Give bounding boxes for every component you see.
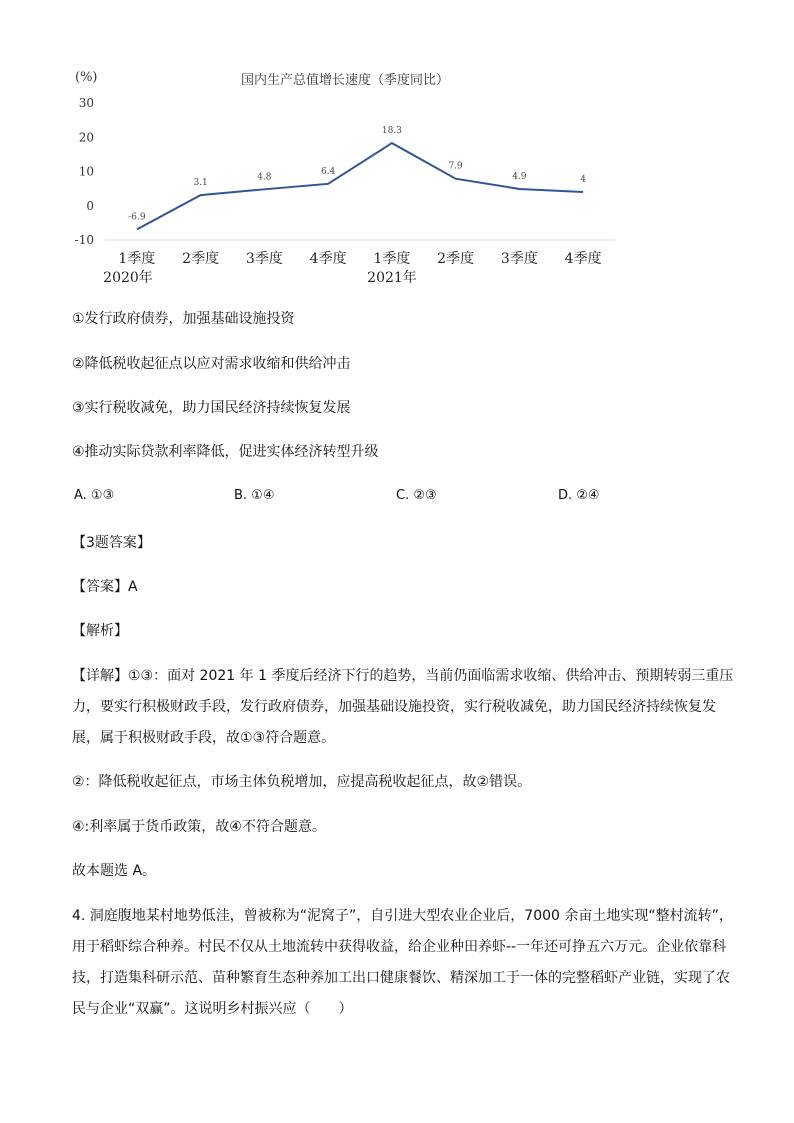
x-tick-label: 1季度	[118, 251, 156, 267]
year-label-2020: 2020年	[103, 270, 153, 286]
item-1: ①发行政府债券，加强基础设施投资	[72, 311, 295, 327]
data-label: 4.9	[512, 171, 527, 182]
option-c: C. ②③	[396, 488, 437, 503]
x-tick-label: 2季度	[182, 251, 220, 267]
analysis-header: 【解析】	[72, 623, 128, 639]
x-tick-label: 4季度	[309, 251, 347, 267]
data-label: 7.9	[448, 161, 463, 172]
y-tick-label: -10	[74, 233, 94, 247]
question-4: 4. 洞庭腹地某村地势低洼，曾被称为“泥窝子”，自引进大型农业企业后，7000 余亩土地实现“整村流转”，用于稻虾综合种养。村民不仅从土地流转中获得收益，给企业种田养虾--一年还可挣五六万元。企业依靠科技，打造集科研示范、苗种繁育生态种养加工出口健康餐饮、精深加工于一体的完整稻虾产业链，实现了农民与企业“双赢”。这说明乡村振兴应（ ）	[72, 908, 733, 1017]
y-tick-label: 20	[78, 130, 94, 145]
chart-ylabel: (%)	[75, 70, 98, 85]
item-4: ④推动实际贷款利率降低，促进实体经济转型升级	[72, 444, 379, 460]
option-d: D. ②④	[558, 488, 600, 503]
year-label-2021: 2021年	[367, 270, 417, 286]
data-label: 6.4	[320, 166, 336, 177]
answer: 【答案】A	[72, 579, 138, 595]
option-b: B. ①④	[234, 488, 275, 503]
data-label: 3.1	[193, 178, 208, 189]
chart-title: 国内生产总值增长速度（季度同比）	[240, 73, 450, 88]
x-tick-label: 4季度	[564, 251, 602, 267]
point-4: ④:利率属于货币政策，故④不符合题意。	[72, 819, 326, 835]
answer-header: 【3题答案】	[72, 535, 151, 551]
gdp-growth-chart	[60, 60, 640, 300]
y-tick-label: 0	[86, 198, 94, 213]
x-tick-label: 2季度	[437, 251, 475, 267]
item-3: ③实行税收减免，助力国民经济持续恢复发展	[72, 400, 351, 416]
x-tick-label: 1季度	[373, 251, 411, 267]
y-tick-label: 30	[78, 96, 94, 110]
item-2: ②降低税收起征点以应对需求收缩和供给冲击	[72, 356, 351, 372]
point-2: ②：降低税收起征点，市场主体负税增加，应提高税收起征点，故②错误。	[72, 774, 532, 790]
y-tick-label: 10	[78, 164, 94, 179]
option-a: A. ①③	[74, 488, 115, 503]
data-label: 18.3	[381, 126, 402, 137]
x-tick-label: 3季度	[500, 251, 538, 267]
data-label: 4	[580, 175, 586, 186]
x-tick-label: 3季度	[245, 251, 283, 267]
conclusion: 故本题选 A。	[72, 863, 157, 879]
detail-paragraph: 【详解】①③：面对 2021 年 1 季度后经济下行的趋势，当前仍面临需求收缩、供给冲击、预期转弱三重压力，要实行积极财政手段，发行政府债券，加强基础设施投资，实行税收减免，助力国民经济持续恢复发展，属于积极财政手段，故①③符合题意。	[72, 668, 734, 746]
data-label: 4.8	[257, 172, 272, 183]
data-label: -6.9	[128, 212, 146, 223]
